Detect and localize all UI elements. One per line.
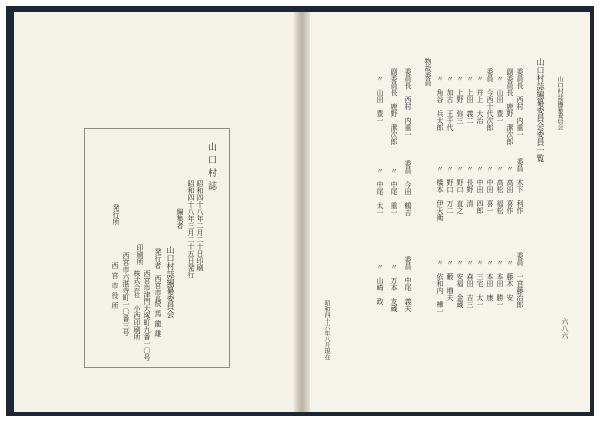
printer-company: 株式会社 小西印刷所 [133, 270, 141, 340]
member-name: 〃 井上 大治 [476, 68, 484, 124]
member-name: 〃 山田 豊一 [376, 68, 384, 124]
committee-heading: 山口村誌編纂委員会委員一覧 [536, 58, 545, 162]
member-name: 委員 中尾 義夫 [404, 256, 412, 312]
member-name: 〃 高松 福松 [496, 158, 504, 214]
member-name: 〃 安福 金蔵 [456, 252, 464, 308]
member-name: 委員長 西村 内重一 [404, 68, 412, 138]
colophon-title: 山口村誌 [206, 142, 216, 194]
deceased-heading: 物故委員 [424, 58, 432, 86]
page-number: 六八六 [561, 318, 569, 339]
member-name: 〃 長野 清 [466, 158, 474, 207]
member-name: 委員 一宮藤治郎 [516, 252, 524, 308]
member-name: 〃 角谷 兵太郎 [436, 68, 444, 131]
member-name: 〃 橋本 伊天衛 [436, 158, 444, 221]
book-gutter [294, 12, 310, 412]
editor-name: 山口村誌編纂委員会 [166, 246, 175, 318]
member-name: 〃 依和内 樺一 [436, 252, 444, 315]
member-name: 〃 万本 友蔵 [390, 256, 398, 312]
printer-label: 印刷所 [136, 244, 144, 265]
member-name: 〃 上田 義二 [466, 68, 474, 124]
issuer-label: 発行所 [112, 204, 120, 225]
member-name: 〃 森田 吉三 [466, 252, 474, 308]
member-name: 〃 三宅 太一 [476, 252, 484, 308]
member-name: 〃 中尾 太一 [376, 160, 384, 216]
publish-date: 昭和四十八年三月二十五日発行 [187, 180, 195, 278]
publisher-name: 辰馬龍雄 [154, 300, 162, 340]
editor-label: 編集者 [176, 208, 184, 229]
print-date: 昭和四十八年二月二十日印刷 [196, 180, 204, 271]
publisher-label: 発行者 [154, 248, 162, 269]
member-name: 〃 野口 直之 [456, 158, 464, 214]
member-name: 〃 中田 喜一 [486, 158, 494, 214]
member-name: 委員 今西十代次郎 [486, 68, 494, 131]
date-note: 昭和四十六年八月現在 [323, 300, 330, 360]
issuer-name: 西宮市役所 [111, 262, 119, 312]
member-name: 〃 藤木 安 [506, 252, 514, 301]
member-name: 〃 中田 四郎 [476, 158, 484, 214]
issuer-address: 西宮市六湛寺町一〇番三号 [122, 252, 130, 336]
member-name: 副委員長 鹿野 潔次郎 [390, 68, 398, 145]
member-name: 〃 中尾 重一 [390, 160, 398, 216]
member-name: 〃 加古 王千代 [446, 68, 454, 131]
publisher-role: 西宮市長 [154, 275, 162, 303]
member-name: 〃 上野 弥三 [456, 68, 464, 124]
member-name: 〃 本田 康 [486, 252, 494, 301]
member-name: 委員 今田 鶴吉 [404, 160, 412, 216]
member-name: 〃 野口 万二 [446, 158, 454, 214]
member-name: 委員 木下 利作 [516, 158, 524, 214]
member-name: 委員長 西村 内重一 [516, 68, 524, 138]
running-header: 山口村誌編纂委員会 [556, 76, 563, 130]
member-name: 副委員長 鹿野 潔次郎 [506, 68, 514, 145]
printer-address: 西宮市津門大塚町九番一〇号 [143, 270, 151, 361]
member-name: 〃 山崎 政 [376, 256, 384, 305]
member-name: 〃 本田 勝一 [496, 252, 504, 308]
member-name: 〃 山田 豊一 [496, 68, 504, 124]
member-name: 〃 藪 増夫 [446, 252, 454, 301]
member-name: 〃 高田 喜作 [506, 158, 514, 214]
